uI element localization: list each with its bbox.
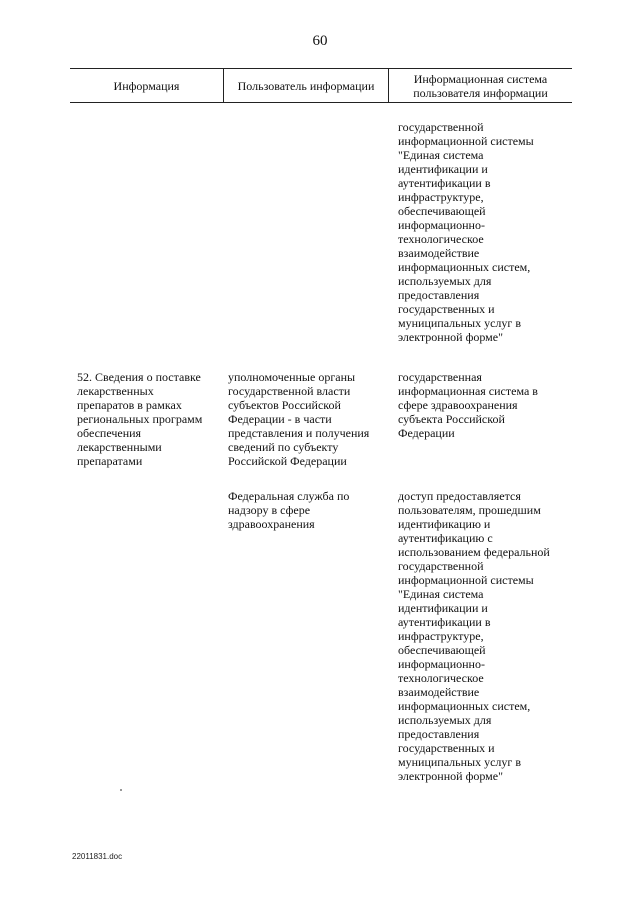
text-line: муниципальных услуг в <box>398 755 521 769</box>
text-line: информационно- <box>398 657 485 671</box>
text-line: субъектов Российской <box>228 398 341 412</box>
text-line: Федерации <box>398 426 455 440</box>
text-line: взаимодействие <box>398 685 480 699</box>
row52-entry2-system-cell <box>398 489 550 783</box>
header-user-information-system <box>388 69 572 102</box>
text-line: информационная система в <box>398 384 538 398</box>
text-line: предоставления <box>398 288 480 302</box>
text-line: надзору в сфере <box>228 503 311 517</box>
text-line: обеспечивающей <box>398 204 486 218</box>
text-line: информационных систем, <box>398 260 531 274</box>
text-line: государственных и <box>398 302 495 316</box>
scan-speck <box>120 789 122 791</box>
text-line: информационной системы <box>398 573 534 587</box>
text-line: инфраструктуре, <box>398 629 484 643</box>
text-line: 52. Сведения о поставке <box>77 370 201 384</box>
row52-entry1-system-cell <box>398 370 538 440</box>
text-line: использованием федеральной <box>398 545 550 559</box>
text-line: государственных и <box>398 741 495 755</box>
text-line: сфере здравоохранения <box>398 398 518 412</box>
text-line: уполномоченные органы <box>228 370 356 384</box>
text-line: лекарственных <box>77 384 154 398</box>
text-line: препаратов в рамках <box>77 398 182 412</box>
text-line: региональных программ <box>77 412 203 426</box>
text-line: технологическое <box>398 232 484 246</box>
row52-entry2-user-cell <box>228 489 349 531</box>
text-line: инфраструктуре, <box>398 190 484 204</box>
text-line: обеспечивающей <box>398 643 486 657</box>
text-line: государственной <box>398 559 484 573</box>
text-line: взаимодействие <box>398 246 480 260</box>
text-line: идентификации и <box>398 162 488 176</box>
row52-information-cell <box>77 370 202 468</box>
text-line: электронной форме" <box>398 330 503 344</box>
continuation-system-cell <box>398 120 534 344</box>
text-line: идентификации и <box>398 601 488 615</box>
text-line: сведений по субъекту <box>228 440 339 454</box>
header-information: Информация <box>113 78 180 93</box>
text-line: электронной форме" <box>398 769 503 783</box>
text-line: доступ предоставляется <box>398 489 521 503</box>
text-line: информационно- <box>398 218 485 232</box>
text-line: здравоохранения <box>228 517 315 531</box>
page-number: 60 <box>312 33 328 49</box>
text-line: "Единая система <box>398 148 484 162</box>
text-line: государственной <box>398 120 484 134</box>
text-line: препаратами <box>77 454 143 468</box>
text-line: идентификацию и <box>398 517 491 531</box>
text-line: информационной системы <box>398 134 534 148</box>
header-col3-line2: пользователя информации <box>413 85 548 100</box>
text-line: аутентификацию с <box>398 531 493 545</box>
text-line: представления и получения <box>228 426 370 440</box>
document-filename: 22011831.doc <box>72 852 123 861</box>
text-line: пользователям, прошедшим <box>398 503 541 517</box>
text-line: технологическое <box>398 671 484 685</box>
text-line: предоставления <box>398 727 480 741</box>
text-line: государственной власти <box>228 384 351 398</box>
header-col3-line1: Информационная система <box>413 71 548 86</box>
text-line: муниципальных услуг в <box>398 316 521 330</box>
table-header <box>70 68 572 103</box>
row52-entry1-user-cell <box>228 370 369 468</box>
text-line: обеспечения <box>77 426 142 440</box>
text-line: Федеральная служба по <box>228 489 350 503</box>
text-line: аутентификации в <box>398 615 491 629</box>
text-line: государственная <box>398 370 482 384</box>
text-line: используемых для <box>398 274 492 288</box>
text-line: Федерации - в части <box>228 412 332 426</box>
text-line: аутентификации в <box>398 176 491 190</box>
text-line: используемых для <box>398 713 492 727</box>
text-line: Российской Федерации <box>228 454 347 468</box>
text-line: "Единая система <box>398 587 484 601</box>
text-line: лекарственными <box>77 440 162 454</box>
text-line: информационных систем, <box>398 699 531 713</box>
text-line: субъекта Российской <box>398 412 505 426</box>
header-information-user: Пользователь информации <box>223 69 388 102</box>
